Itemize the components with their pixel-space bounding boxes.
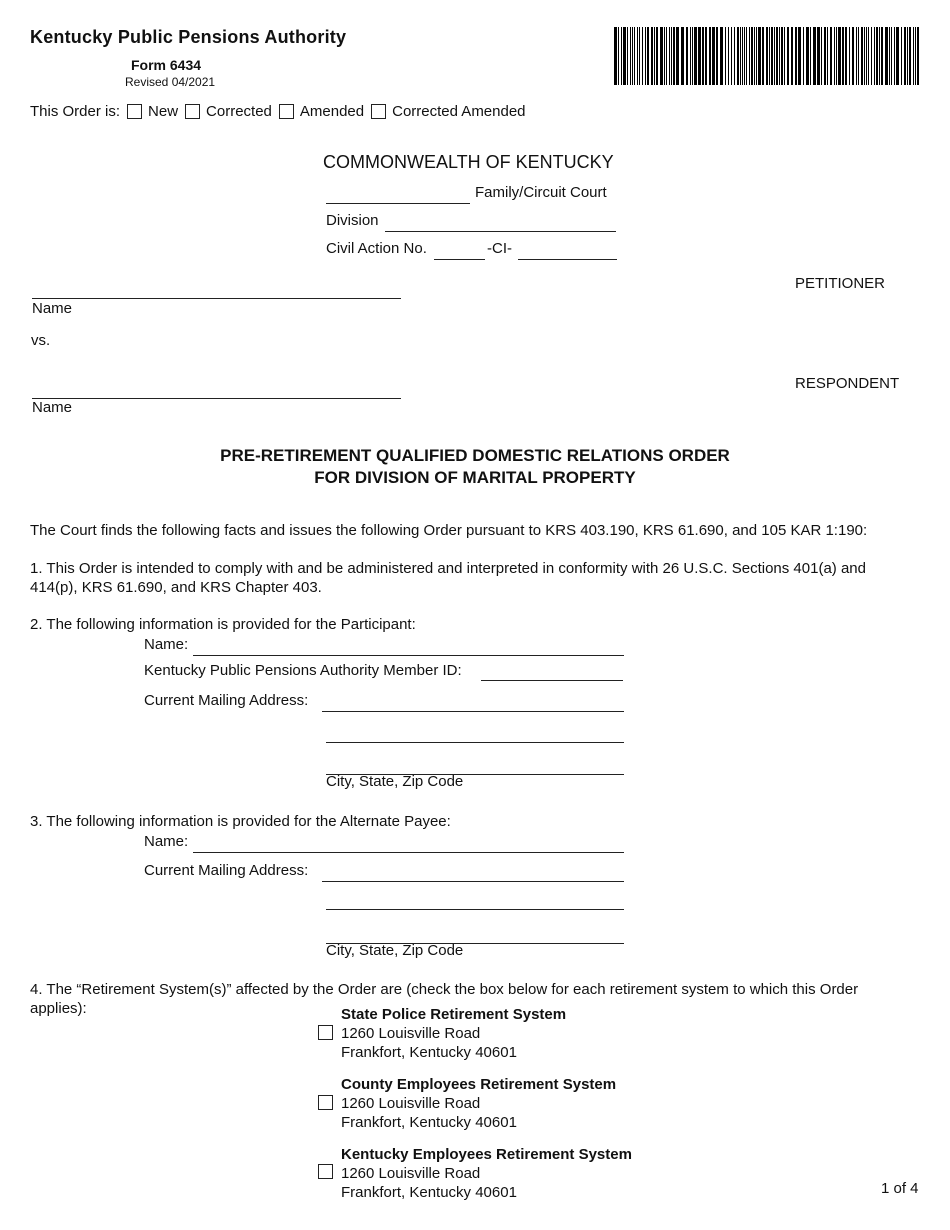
form-number: Form 6434: [131, 57, 202, 73]
alternate-payee-name-label: Name:: [144, 833, 189, 850]
alternate-payee-address-line1-field[interactable]: [322, 881, 624, 882]
option-new-label: New: [148, 103, 179, 120]
court-county-field[interactable]: [326, 203, 470, 204]
civil-action-year-field[interactable]: [434, 259, 485, 260]
checkbox-kentucky-employees-retirement[interactable]: [318, 1164, 333, 1179]
system-street: 1260 Louisville Road: [341, 1095, 481, 1112]
petitioner-name-field[interactable]: [32, 298, 401, 299]
barcode-icon: [613, 27, 923, 85]
system-name: County Employees Retirement System: [341, 1076, 617, 1093]
system-county-employees: [341, 1075, 616, 1132]
system-city: Frankfort, Kentucky 40601: [341, 1114, 517, 1131]
option-corrected-amended-label: Corrected Amended: [392, 103, 526, 120]
participant-name-field[interactable]: [193, 655, 624, 656]
organization-name: Kentucky Public Pensions Authority: [30, 27, 347, 47]
order-status-row: [30, 103, 526, 120]
respondent-name-label: Name: [32, 399, 73, 416]
system-name: State Police Retirement System: [341, 1006, 567, 1023]
system-street: 1260 Louisville Road: [341, 1025, 481, 1042]
vs-label: vs.: [31, 332, 51, 349]
system-state-police: [341, 1005, 566, 1062]
option-amended-label: Amended: [299, 103, 365, 120]
order-title-line1: PRE-RETIREMENT QUALIFIED DOMESTIC RELATIONS ORDER: [220, 446, 730, 465]
checkbox-corrected-amended[interactable]: [371, 104, 386, 119]
petitioner-name-label: Name: [32, 300, 73, 317]
page-number: 1 of 4: [881, 1180, 919, 1197]
item-1-text: 1. This Order is intended to comply with and be administered and interpreted in conformity with 26 U.S.C. Sections 401(a) and 414(p), KRS 61.690, and KRS Chapter 403.: [30, 560, 866, 596]
order-title-line2: FOR DIVISION OF MARITAL PROPERTY: [314, 468, 636, 487]
item-2-heading: 2. The following information is provided for the Participant:: [30, 616, 416, 633]
participant-address-line1-field[interactable]: [322, 711, 624, 712]
participant-address-line2-field[interactable]: [326, 742, 624, 743]
participant-name-label: Name:: [144, 636, 189, 653]
court-label: Family/Circuit Court: [475, 184, 607, 201]
participant-address-label: Current Mailing Address:: [144, 692, 309, 709]
alternate-payee-city-label: City, State, Zip Code: [326, 942, 464, 959]
system-street: 1260 Louisville Road: [341, 1165, 481, 1182]
division-field[interactable]: [385, 231, 616, 232]
item-4-heading: 4. The “Retirement System(s)” affected by the Order are (check the box below for each retirement system to which this Order applies):: [30, 981, 859, 1017]
system-city: Frankfort, Kentucky 40601: [341, 1044, 517, 1061]
system-name: Kentucky Employees Retirement System: [341, 1146, 632, 1163]
checkbox-new[interactable]: [127, 104, 142, 119]
item-3-heading: 3. The following information is provided for the Alternate Payee:: [30, 813, 451, 830]
checkbox-amended[interactable]: [279, 104, 294, 119]
ci-label: -CI-: [487, 240, 512, 257]
alternate-payee-name-field[interactable]: [193, 852, 624, 853]
commonwealth-heading: COMMONWEALTH OF KENTUCKY: [323, 152, 614, 172]
checkbox-state-police-retirement[interactable]: [318, 1025, 333, 1040]
civil-action-label: Civil Action No.: [326, 240, 427, 257]
order-status-label: This Order is:: [30, 103, 121, 120]
intro-text: The Court finds the following facts and issues the following Order pursuant to KRS 403.190, KRS 61.690, and 105 KAR 1:190:: [30, 522, 868, 539]
revised-date: Revised 04/2021: [125, 75, 216, 89]
respondent-label: RESPONDENT: [795, 375, 900, 392]
checkbox-county-employees-retirement[interactable]: [318, 1095, 333, 1110]
petitioner-label: PETITIONER: [795, 275, 886, 292]
civil-action-number-field[interactable]: [518, 259, 617, 260]
checkbox-corrected[interactable]: [185, 104, 200, 119]
alternate-payee-address-line2-field[interactable]: [326, 909, 624, 910]
system-city: Frankfort, Kentucky 40601: [341, 1184, 517, 1201]
participant-city-label: City, State, Zip Code: [326, 773, 464, 790]
option-corrected-label: Corrected: [206, 103, 272, 120]
member-id-label: Kentucky Public Pensions Authority Member ID:: [144, 662, 462, 679]
member-id-field[interactable]: [481, 680, 623, 681]
division-label: Division: [326, 212, 379, 229]
respondent-name-field[interactable]: [32, 398, 401, 399]
alternate-payee-address-label: Current Mailing Address:: [144, 862, 309, 879]
system-kentucky-employees: [341, 1145, 632, 1202]
